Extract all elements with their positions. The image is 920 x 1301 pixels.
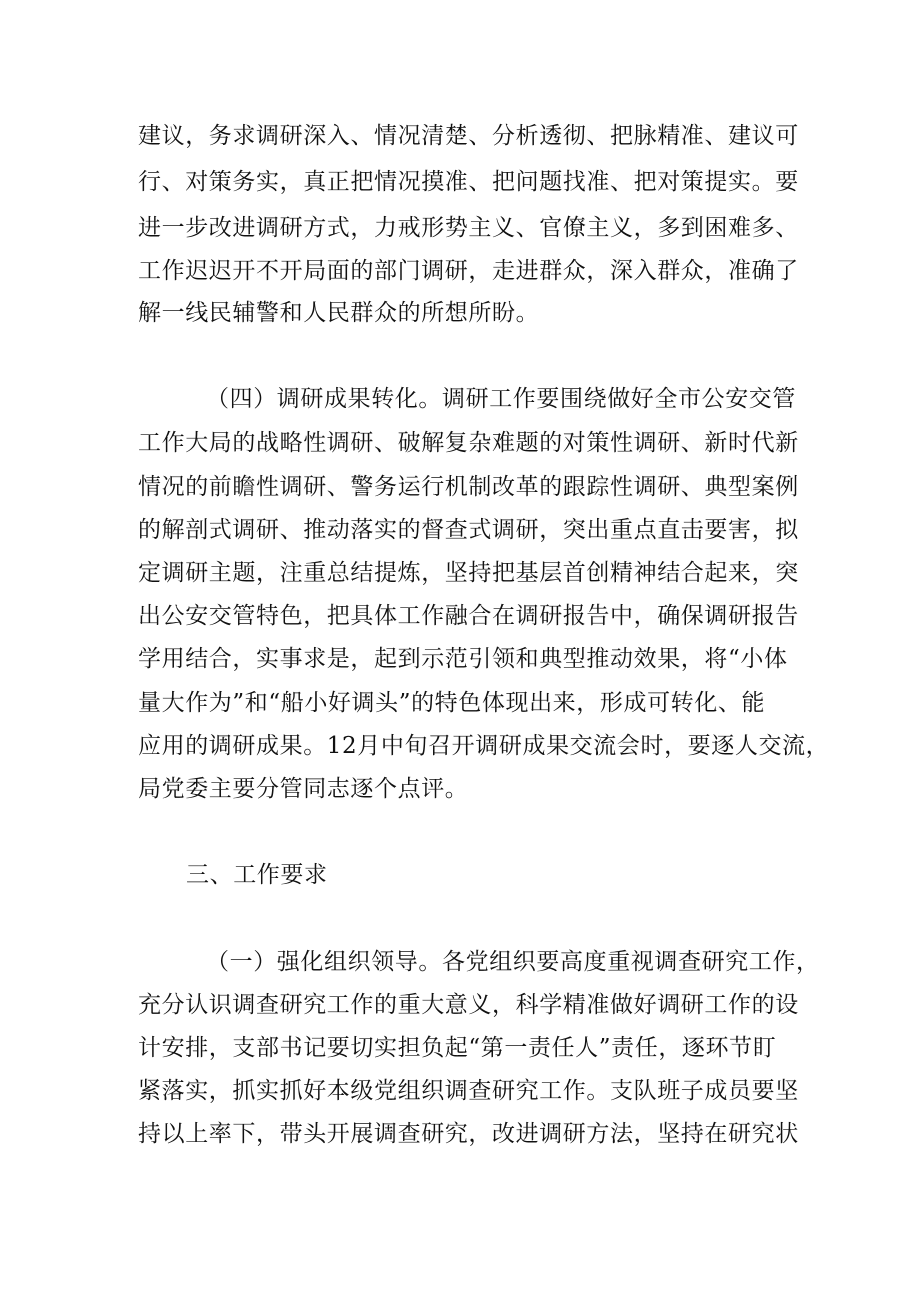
paragraph-line: 计安排，支部书记要切实担负起“第一责任人”责任，逐环节盯 (138, 1035, 777, 1061)
paragraph-line: 量大作为”和“船小好调头”的特色体现出来，形成可转化、能 (138, 690, 766, 716)
paragraph-line: 工作迟迟开不开局面的部门调研，走进群众，深入群众，准确了 (138, 258, 799, 284)
section-heading-1: （一）强化组织领导。各党组织要高度重视调查研究工作， (206, 949, 820, 975)
paragraph-line: 情况的前瞻性调研、警务运行机制改革的跟踪性调研、典型案例 (138, 474, 799, 500)
paragraph-line: 学用结合，实事求是，起到示范引领和典型推动效果，将“小体 (138, 646, 788, 672)
paragraph-line: 解一线民辅警和人民群众的所想所盼。 (138, 300, 540, 326)
paragraph-line: 的解剖式调研、推动落实的督查式调研，突出重点直击要害，拟 (138, 517, 799, 543)
paragraph-line: 应用的调研成果。12月中旬召开调研成果交流会时，要逐人交流， (138, 733, 830, 759)
paragraph-line: 建议，务求调研深入、情况清楚、分析透彻、把脉精准、建议可 (138, 123, 799, 149)
paragraph-line: 定调研主题，注重总结提炼，坚持把基层首创精神结合起来，突 (138, 560, 799, 586)
paragraph-line: 紧落实，抓实抓好本级党组织调查研究工作。支队班子成员要坚 (138, 1078, 799, 1104)
section-heading-4: （四）调研成果转化。调研工作要围绕做好全市公安交管 (206, 386, 796, 412)
paragraph-line: 行、对策务实，真正把情况摸准、把问题找准、把对策提实。要 (138, 169, 799, 195)
paragraph-line: 工作大局的战略性调研、破解复杂难题的对策性调研、新时代新 (138, 430, 799, 456)
paragraph-line: 充分认识调查研究工作的重大意义，科学精准做好调研工作的设 (138, 992, 799, 1018)
paragraph-line: 局党委主要分管同志逐个点评。 (138, 776, 469, 802)
section-title-work-requirements: 三、工作要求 (186, 862, 328, 888)
paragraph-line: 出公安交管特色，把具体工作融合在调研报告中，确保调研报告 (138, 603, 799, 629)
paragraph-line: 进一步改进调研方式，力戒形势主义、官僚主义，多到困难多、 (138, 215, 799, 241)
paragraph-line: 持以上率下，带头开展调查研究，改进调研方法，坚持在研究状 (138, 1121, 799, 1147)
